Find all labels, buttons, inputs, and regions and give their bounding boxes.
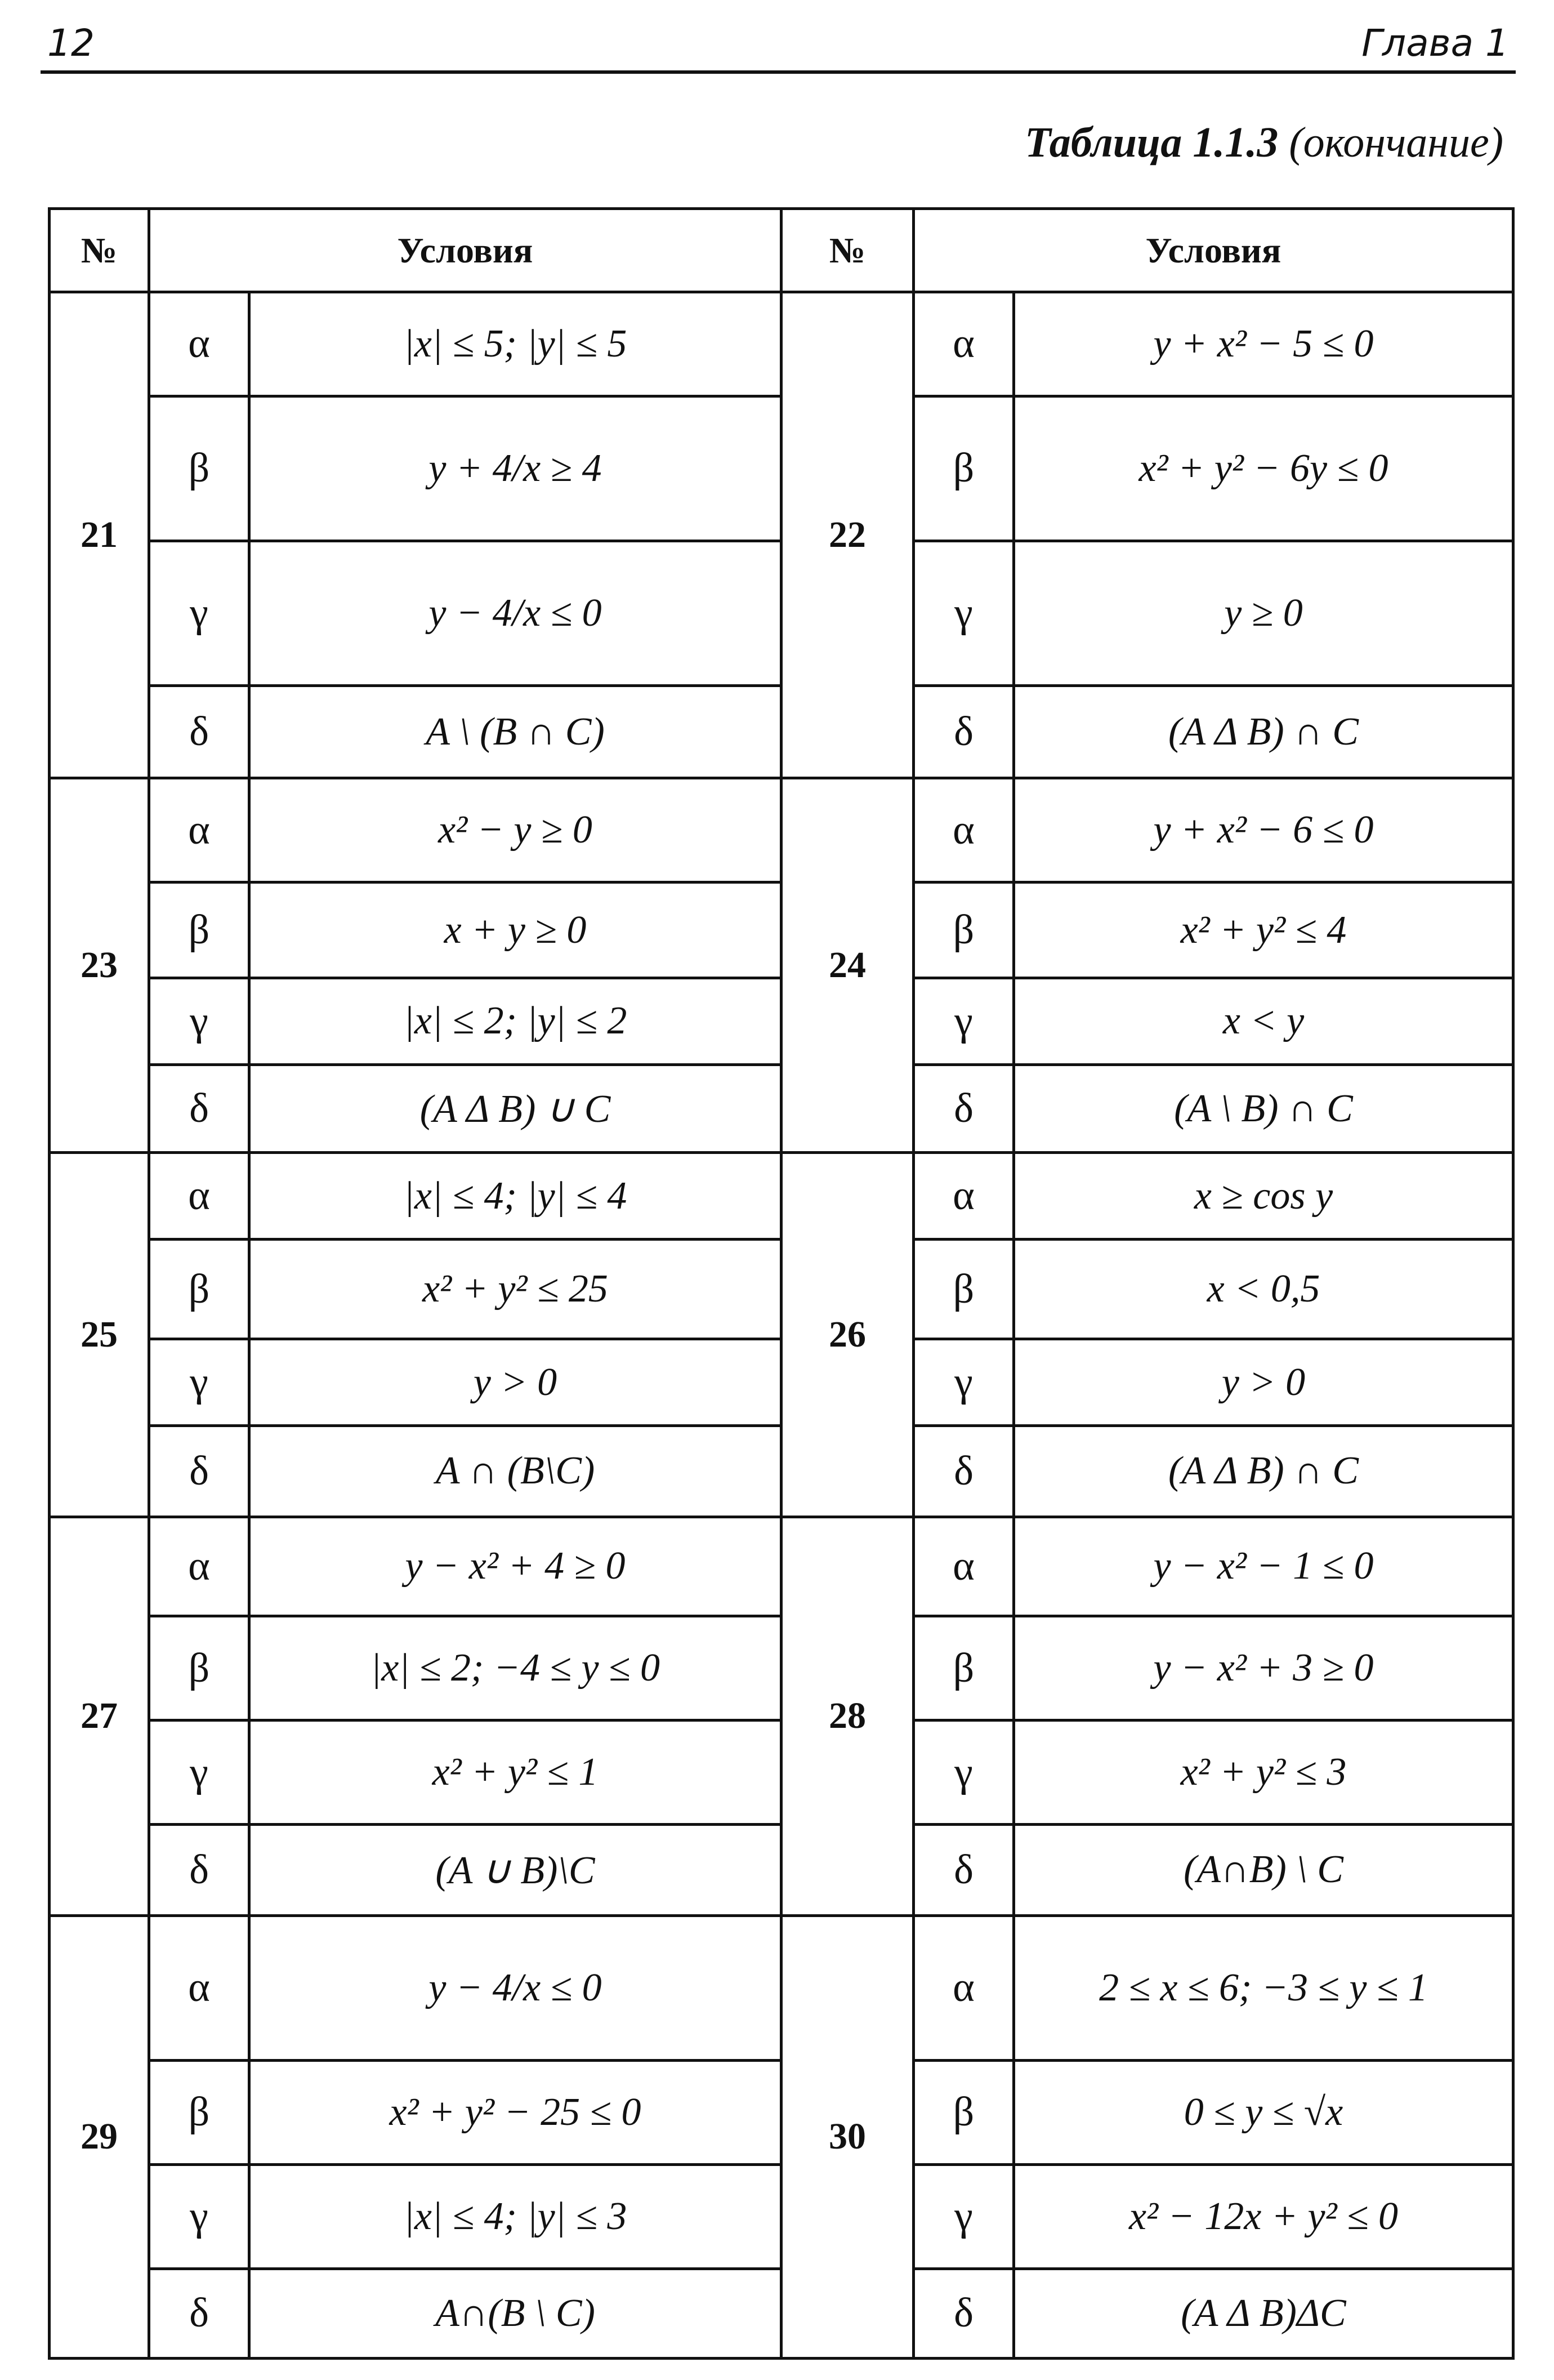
condition-formula-left: |x| ≤ 2; |y| ≤ 2 xyxy=(249,978,782,1064)
condition-letter-right: γ xyxy=(914,978,1014,1064)
condition-letter-left: α xyxy=(149,778,249,883)
condition-formula-right: y − x² + 3 ≥ 0 xyxy=(1014,1616,1513,1721)
condition-letter-right: α xyxy=(914,1153,1014,1240)
condition-formula-left: y − x² + 4 ≥ 0 xyxy=(249,1517,782,1616)
variant-number-left: 27 xyxy=(50,1517,149,1915)
condition-formula-left: y − 4/x ≤ 0 xyxy=(249,1915,782,2060)
variant-number-left: 21 xyxy=(50,292,149,778)
condition-formula-right: (A Δ B) ∩ C xyxy=(1014,1426,1513,1517)
table-caption xyxy=(1025,118,1503,167)
condition-formula-left: A \ (B ∩ C) xyxy=(249,685,782,778)
table-body xyxy=(50,292,1513,2359)
variant-number-left: 29 xyxy=(50,1915,149,2358)
condition-formula-left: y + 4/x ≥ 4 xyxy=(249,396,782,541)
condition-letter-right: α xyxy=(914,292,1014,396)
variant-number-left: 25 xyxy=(50,1153,149,1517)
condition-letter-left: γ xyxy=(149,2164,249,2268)
condition-formula-right: x < y xyxy=(1014,978,1513,1064)
header-num-left: № xyxy=(50,209,149,292)
condition-formula-right: x < 0,5 xyxy=(1014,1240,1513,1339)
table-caption-label: Таблица 1.1.3 xyxy=(1025,119,1279,166)
condition-letter-left: δ xyxy=(149,685,249,778)
condition-formula-left: |x| ≤ 5; |y| ≤ 5 xyxy=(249,292,782,396)
condition-formula-left: x² + y² − 25 ≤ 0 xyxy=(249,2060,782,2164)
condition-formula-right: x² − 12x + y² ≤ 0 xyxy=(1014,2164,1513,2268)
condition-letter-right: γ xyxy=(914,1339,1014,1426)
condition-letter-right: δ xyxy=(914,1825,1014,1915)
condition-formula-right: 0 ≤ y ≤ √x xyxy=(1014,2060,1513,2164)
header-conditions-left: Условия xyxy=(149,209,782,292)
condition-formula-left: y > 0 xyxy=(249,1339,782,1426)
condition-letter-right: β xyxy=(914,1240,1014,1339)
condition-letter-right: δ xyxy=(914,685,1014,778)
condition-letter-right: γ xyxy=(914,2164,1014,2268)
table-row xyxy=(50,1517,1513,1616)
condition-letter-right: δ xyxy=(914,2268,1014,2358)
condition-formula-left: x² + y² ≤ 25 xyxy=(249,1240,782,1339)
conditions-table xyxy=(48,207,1515,2360)
condition-letter-left: β xyxy=(149,1616,249,1721)
condition-formula-right: y ≥ 0 xyxy=(1014,541,1513,685)
condition-letter-left: δ xyxy=(149,2268,249,2358)
condition-letter-right: α xyxy=(914,1517,1014,1616)
condition-letter-left: α xyxy=(149,1915,249,2060)
variant-number-right: 26 xyxy=(782,1153,914,1517)
condition-letter-right: β xyxy=(914,396,1014,541)
condition-formula-left: x² − y ≥ 0 xyxy=(249,778,782,883)
condition-letter-right: β xyxy=(914,2060,1014,2164)
condition-letter-left: α xyxy=(149,292,249,396)
header-num-right: № xyxy=(782,209,914,292)
page-header xyxy=(41,17,1516,74)
condition-letter-left: δ xyxy=(149,1825,249,1915)
condition-formula-left: y − 4/x ≤ 0 xyxy=(249,541,782,685)
table-row xyxy=(50,778,1513,883)
variant-number-right: 22 xyxy=(782,292,914,778)
condition-formula-left: x² + y² ≤ 1 xyxy=(249,1721,782,1825)
condition-letter-right: γ xyxy=(914,541,1014,685)
condition-letter-left: β xyxy=(149,2060,249,2164)
header-conditions-right: Условия xyxy=(914,209,1513,292)
condition-letter-left: γ xyxy=(149,1339,249,1426)
condition-letter-left: α xyxy=(149,1153,249,1240)
condition-formula-left: (A Δ B) ∪ C xyxy=(249,1064,782,1152)
variant-number-right: 28 xyxy=(782,1517,914,1915)
condition-formula-right: x² + y² ≤ 4 xyxy=(1014,883,1513,978)
condition-formula-right: (A Δ B) ∩ C xyxy=(1014,685,1513,778)
chapter-title: Глава 1 xyxy=(1361,21,1509,65)
condition-formula-left: (A ∪ B)\C xyxy=(249,1825,782,1915)
condition-letter-left: α xyxy=(149,1517,249,1616)
condition-letter-right: β xyxy=(914,1616,1014,1721)
variant-number-right: 30 xyxy=(782,1915,914,2358)
condition-formula-right: (A∩B) \ C xyxy=(1014,1825,1513,1915)
condition-formula-right: (A Δ B)ΔC xyxy=(1014,2268,1513,2358)
condition-formula-left: |x| ≤ 2; −4 ≤ y ≤ 0 xyxy=(249,1616,782,1721)
condition-formula-left: A ∩ (B\C) xyxy=(249,1426,782,1517)
table-caption-note: (окончание) xyxy=(1289,119,1503,166)
page-number: 12 xyxy=(47,21,95,65)
condition-formula-right: x ≥ cos y xyxy=(1014,1153,1513,1240)
table-row xyxy=(50,292,1513,396)
table-row xyxy=(50,1153,1513,1240)
condition-formula-right: y > 0 xyxy=(1014,1339,1513,1426)
condition-letter-left: γ xyxy=(149,978,249,1064)
condition-formula-right: y + x² − 6 ≤ 0 xyxy=(1014,778,1513,883)
condition-formula-right: x² + y² − 6y ≤ 0 xyxy=(1014,396,1513,541)
variant-number-left: 23 xyxy=(50,778,149,1153)
condition-formula-right: (A \ B) ∩ C xyxy=(1014,1064,1513,1152)
condition-formula-right: x² + y² ≤ 3 xyxy=(1014,1721,1513,1825)
condition-letter-left: δ xyxy=(149,1064,249,1152)
condition-letter-left: γ xyxy=(149,1721,249,1825)
table-row xyxy=(50,1915,1513,2060)
condition-letter-right: γ xyxy=(914,1721,1014,1825)
condition-formula-right: y + x² − 5 ≤ 0 xyxy=(1014,292,1513,396)
condition-letter-right: β xyxy=(914,883,1014,978)
condition-letter-left: β xyxy=(149,883,249,978)
condition-letter-right: α xyxy=(914,1915,1014,2060)
condition-letter-left: β xyxy=(149,1240,249,1339)
condition-formula-left: |x| ≤ 4; |y| ≤ 3 xyxy=(249,2164,782,2268)
condition-formula-left: x + y ≥ 0 xyxy=(249,883,782,978)
condition-letter-right: δ xyxy=(914,1426,1014,1517)
condition-letter-right: α xyxy=(914,778,1014,883)
condition-letter-right: δ xyxy=(914,1064,1014,1152)
condition-formula-right: y − x² − 1 ≤ 0 xyxy=(1014,1517,1513,1616)
condition-formula-left: A∩(B \ C) xyxy=(249,2268,782,2358)
condition-letter-left: β xyxy=(149,396,249,541)
variant-number-right: 24 xyxy=(782,778,914,1153)
condition-letter-left: δ xyxy=(149,1426,249,1517)
header-row xyxy=(50,209,1513,292)
condition-formula-left: |x| ≤ 4; |y| ≤ 4 xyxy=(249,1153,782,1240)
condition-letter-left: γ xyxy=(149,541,249,685)
condition-formula-right: 2 ≤ x ≤ 6; −3 ≤ y ≤ 1 xyxy=(1014,1915,1513,2060)
